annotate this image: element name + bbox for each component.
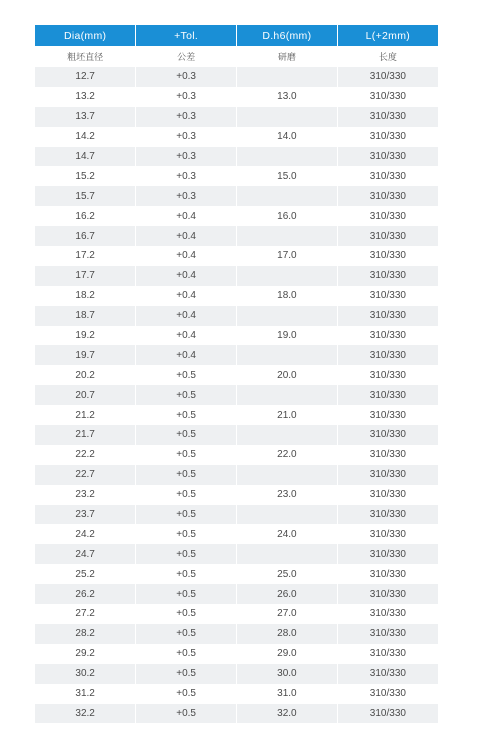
cell-ground-diameter: 29.0 [237, 644, 338, 664]
cell-ground-diameter [237, 544, 338, 564]
cell-ground-diameter [237, 465, 338, 485]
cell-ground-diameter: 15.0 [237, 166, 338, 186]
cell-ground-diameter [237, 385, 338, 405]
cell-ground-diameter: 18.0 [237, 286, 338, 306]
cell-length: 310/330 [337, 684, 438, 704]
cell-tolerance: +0.3 [136, 87, 237, 107]
cell-diameter: 20.7 [35, 385, 136, 405]
cell-ground-diameter [237, 226, 338, 246]
table-row [35, 604, 438, 624]
cell-length: 310/330 [337, 405, 438, 425]
cell-diameter: 27.2 [35, 604, 136, 624]
table-row [35, 485, 438, 505]
cell-ground-diameter: 14.0 [237, 127, 338, 147]
cell-ground-diameter: 23.0 [237, 485, 338, 505]
cell-length: 310/330 [337, 107, 438, 127]
subheader-length: 长度 [337, 46, 438, 67]
table-row [35, 286, 438, 306]
cell-length: 310/330 [337, 644, 438, 664]
cell-length: 310/330 [337, 226, 438, 246]
cell-tolerance: +0.5 [136, 684, 237, 704]
cell-tolerance: +0.4 [136, 326, 237, 346]
table-row [35, 226, 438, 246]
table-row [35, 524, 438, 544]
cell-tolerance: +0.3 [136, 107, 237, 127]
table-row [35, 127, 438, 147]
table-row [35, 624, 438, 644]
table-row [35, 425, 438, 445]
cell-length: 310/330 [337, 584, 438, 604]
cell-diameter: 13.7 [35, 107, 136, 127]
cell-length: 310/330 [337, 425, 438, 445]
cell-diameter: 32.2 [35, 704, 136, 724]
cell-ground-diameter [237, 186, 338, 206]
cell-length: 310/330 [337, 465, 438, 485]
table-row [35, 107, 438, 127]
spec-table [35, 25, 438, 723]
cell-length: 310/330 [337, 166, 438, 186]
cell-tolerance: +0.4 [136, 345, 237, 365]
cell-length: 310/330 [337, 604, 438, 624]
table-row [35, 704, 438, 724]
cell-tolerance: +0.5 [136, 544, 237, 564]
cell-diameter: 28.2 [35, 624, 136, 644]
cell-tolerance: +0.5 [136, 505, 237, 525]
cell-tolerance: +0.4 [136, 206, 237, 226]
cell-length: 310/330 [337, 385, 438, 405]
cell-tolerance: +0.5 [136, 604, 237, 624]
cell-length: 310/330 [337, 624, 438, 644]
cell-ground-diameter [237, 147, 338, 167]
cell-diameter: 17.2 [35, 246, 136, 266]
cell-length: 310/330 [337, 345, 438, 365]
table-row [35, 206, 438, 226]
cell-diameter: 19.7 [35, 345, 136, 365]
table-row [35, 365, 438, 385]
cell-diameter: 16.2 [35, 206, 136, 226]
cell-length: 310/330 [337, 664, 438, 684]
cell-diameter: 30.2 [35, 664, 136, 684]
cell-ground-diameter: 16.0 [237, 206, 338, 226]
cell-diameter: 15.2 [35, 166, 136, 186]
table-row [35, 345, 438, 365]
cell-length: 310/330 [337, 87, 438, 107]
header-diameter: Dia(mm) [35, 25, 136, 46]
cell-length: 310/330 [337, 67, 438, 87]
cell-diameter: 15.7 [35, 186, 136, 206]
header-length: L(+2mm) [337, 25, 438, 46]
cell-ground-diameter [237, 266, 338, 286]
cell-ground-diameter: 25.0 [237, 564, 338, 584]
cell-tolerance: +0.3 [136, 147, 237, 167]
cell-tolerance: +0.5 [136, 584, 237, 604]
cell-ground-diameter: 27.0 [237, 604, 338, 624]
cell-length: 310/330 [337, 306, 438, 326]
cell-diameter: 24.7 [35, 544, 136, 564]
cell-diameter: 14.2 [35, 127, 136, 147]
cell-diameter: 19.2 [35, 326, 136, 346]
cell-ground-diameter: 32.0 [237, 704, 338, 724]
cell-tolerance: +0.4 [136, 306, 237, 326]
cell-tolerance: +0.5 [136, 664, 237, 684]
cell-length: 310/330 [337, 127, 438, 147]
cell-length: 310/330 [337, 704, 438, 724]
table-row [35, 385, 438, 405]
table-row [35, 67, 438, 87]
cell-length: 310/330 [337, 246, 438, 266]
table-row [35, 644, 438, 664]
cell-length: 310/330 [337, 544, 438, 564]
cell-diameter: 18.7 [35, 306, 136, 326]
cell-tolerance: +0.5 [136, 385, 237, 405]
cell-ground-diameter [237, 505, 338, 525]
cell-length: 310/330 [337, 524, 438, 544]
cell-diameter: 18.2 [35, 286, 136, 306]
cell-diameter: 14.7 [35, 147, 136, 167]
cell-diameter: 12.7 [35, 67, 136, 87]
cell-length: 310/330 [337, 326, 438, 346]
cell-tolerance: +0.4 [136, 246, 237, 266]
cell-ground-diameter: 21.0 [237, 405, 338, 425]
cell-tolerance: +0.3 [136, 186, 237, 206]
cell-tolerance: +0.3 [136, 166, 237, 186]
cell-diameter: 22.7 [35, 465, 136, 485]
cell-length: 310/330 [337, 564, 438, 584]
header-tolerance: +Tol. [136, 25, 237, 46]
table-row [35, 186, 438, 206]
cell-diameter: 13.2 [35, 87, 136, 107]
cell-length: 310/330 [337, 266, 438, 286]
subheader-row [35, 46, 438, 67]
cell-tolerance: +0.5 [136, 624, 237, 644]
table-row [35, 584, 438, 604]
cell-ground-diameter: 13.0 [237, 87, 338, 107]
cell-tolerance: +0.5 [136, 704, 237, 724]
table-row [35, 266, 438, 286]
table-row [35, 246, 438, 266]
cell-tolerance: +0.5 [136, 445, 237, 465]
cell-tolerance: +0.5 [136, 425, 237, 445]
spec-table-container [35, 25, 438, 723]
cell-ground-diameter: 19.0 [237, 326, 338, 346]
cell-ground-diameter [237, 425, 338, 445]
cell-length: 310/330 [337, 286, 438, 306]
cell-tolerance: +0.5 [136, 644, 237, 664]
cell-diameter: 31.2 [35, 684, 136, 704]
table-row [35, 684, 438, 704]
cell-length: 310/330 [337, 365, 438, 385]
cell-diameter: 16.7 [35, 226, 136, 246]
cell-tolerance: +0.5 [136, 365, 237, 385]
cell-tolerance: +0.3 [136, 127, 237, 147]
cell-tolerance: +0.4 [136, 266, 237, 286]
table-row [35, 664, 438, 684]
cell-diameter: 23.7 [35, 505, 136, 525]
cell-diameter: 21.2 [35, 405, 136, 425]
table-row [35, 405, 438, 425]
cell-ground-diameter: 22.0 [237, 445, 338, 465]
cell-diameter: 23.2 [35, 485, 136, 505]
cell-ground-diameter: 30.0 [237, 664, 338, 684]
cell-diameter: 21.7 [35, 425, 136, 445]
cell-ground-diameter: 31.0 [237, 684, 338, 704]
cell-ground-diameter [237, 67, 338, 87]
cell-ground-diameter [237, 107, 338, 127]
table-row [35, 166, 438, 186]
table-row [35, 306, 438, 326]
table-row [35, 326, 438, 346]
cell-tolerance: +0.4 [136, 226, 237, 246]
subheader-diameter: 粗坯直径 [35, 46, 136, 67]
cell-tolerance: +0.4 [136, 286, 237, 306]
cell-diameter: 24.2 [35, 524, 136, 544]
table-row [35, 564, 438, 584]
cell-tolerance: +0.5 [136, 405, 237, 425]
cell-diameter: 17.7 [35, 266, 136, 286]
cell-ground-diameter: 17.0 [237, 246, 338, 266]
cell-length: 310/330 [337, 505, 438, 525]
cell-diameter: 29.2 [35, 644, 136, 664]
cell-diameter: 22.2 [35, 445, 136, 465]
subheader-ground: 研磨 [237, 46, 338, 67]
table-row [35, 87, 438, 107]
table-row [35, 445, 438, 465]
cell-length: 310/330 [337, 206, 438, 226]
cell-length: 310/330 [337, 445, 438, 465]
cell-diameter: 26.2 [35, 584, 136, 604]
cell-diameter: 25.2 [35, 564, 136, 584]
subheader-tolerance: 公差 [136, 46, 237, 67]
cell-ground-diameter [237, 306, 338, 326]
cell-tolerance: +0.5 [136, 465, 237, 485]
cell-tolerance: +0.5 [136, 524, 237, 544]
header-ground-diameter: D.h6(mm) [237, 25, 338, 46]
table-row [35, 505, 438, 525]
cell-diameter: 20.2 [35, 365, 136, 385]
table-row [35, 544, 438, 564]
table-row [35, 147, 438, 167]
cell-ground-diameter: 20.0 [237, 365, 338, 385]
cell-length: 310/330 [337, 485, 438, 505]
cell-tolerance: +0.5 [136, 485, 237, 505]
cell-ground-diameter: 28.0 [237, 624, 338, 644]
cell-tolerance: +0.5 [136, 564, 237, 584]
cell-length: 310/330 [337, 147, 438, 167]
cell-ground-diameter [237, 345, 338, 365]
cell-tolerance: +0.3 [136, 67, 237, 87]
cell-ground-diameter: 24.0 [237, 524, 338, 544]
cell-length: 310/330 [337, 186, 438, 206]
table-row [35, 465, 438, 485]
cell-ground-diameter: 26.0 [237, 584, 338, 604]
header-row [35, 25, 438, 46]
